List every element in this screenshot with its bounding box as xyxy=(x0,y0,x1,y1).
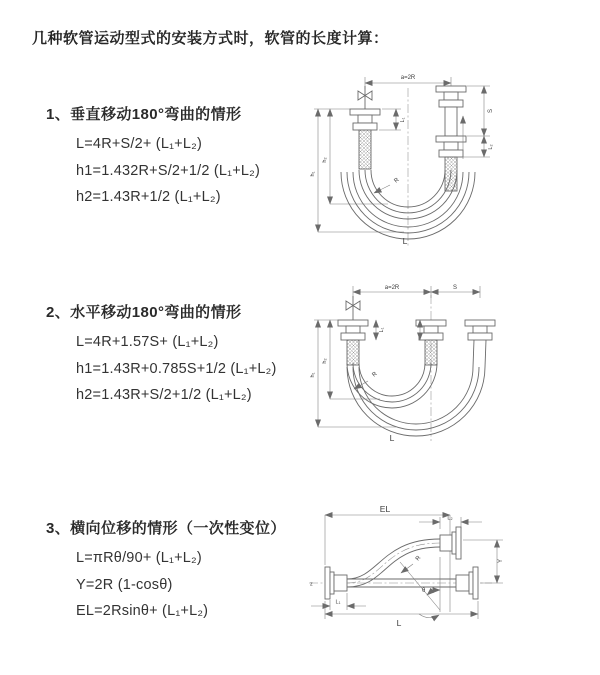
length-label: L xyxy=(389,433,395,443)
section-3-formulas xyxy=(46,538,286,625)
dim-label-y: Y xyxy=(498,558,504,564)
left-flange-fitting xyxy=(325,567,347,599)
radius-label: R xyxy=(414,555,423,563)
diagram-1-svg xyxy=(308,64,518,254)
section-1-formulas xyxy=(46,124,260,211)
dimension-s xyxy=(467,86,494,136)
section-2-formulas xyxy=(46,322,277,409)
dim-label-el: EL xyxy=(379,504,391,514)
diagram-2-svg xyxy=(308,279,508,451)
formula-line: h2=1.43R+S/2+1/2 (L₁+L₂) xyxy=(76,387,252,403)
section-horizontal-move xyxy=(46,301,277,409)
dimension-el xyxy=(325,504,453,612)
dimension-l2 xyxy=(419,516,482,530)
dimension-l1 xyxy=(311,593,366,610)
dim-label-a2r: a=2R xyxy=(384,285,400,291)
dim-label-l2: L₂ xyxy=(447,515,453,522)
page-title: 几种软管运动型式的安装方式时，软管的长度计算： xyxy=(32,30,389,47)
dimension-l1 xyxy=(379,109,406,130)
formula-line: L=4R+S/2+ (L₁+L₂) xyxy=(76,136,202,152)
diagram-vertical-move-180 xyxy=(308,64,518,259)
valve-icon xyxy=(346,296,360,320)
radius-label: R xyxy=(393,177,401,185)
hose-s-curve xyxy=(347,539,440,587)
formula-line: L=4R+1.57S+ (L₁+L₂) xyxy=(76,334,219,350)
dimension-l1 xyxy=(376,320,420,340)
diagram-3-svg xyxy=(297,502,567,640)
dim-label-a2r: a=2R xyxy=(400,75,416,81)
right-flange-fitting xyxy=(456,567,478,599)
section-1-heading: 1、垂直移动180°弯曲的情形 xyxy=(46,106,242,123)
radius-callout xyxy=(401,555,423,573)
dim-label-s: S xyxy=(488,108,494,114)
left-flange-fitting xyxy=(338,320,368,365)
formula-line: h1=1.432R+S/2+1/2 (L₁+L₂) xyxy=(76,162,261,179)
section-vertical-move xyxy=(46,103,260,211)
braided-hose-end xyxy=(347,340,359,365)
radius-callout xyxy=(374,177,401,193)
left-flange-fitting xyxy=(350,109,380,169)
formula-line: L=πRθ/90+ (L₁+L₂) xyxy=(76,550,202,566)
hose-curve xyxy=(347,340,486,436)
right-flange-fitting xyxy=(465,320,495,340)
middle-flange-fitting xyxy=(416,320,446,365)
formula-line: EL=2Rsinθ+ (L₁+L₂) xyxy=(76,603,209,619)
section-3-heading: 3、横向位移的情形（一次性变位） xyxy=(46,520,286,537)
formula-line: Y=2R (1-cosθ) xyxy=(76,576,173,593)
radius-label: R xyxy=(371,371,379,379)
braided-hose-end xyxy=(359,130,371,169)
section-lateral-displacement xyxy=(46,517,286,625)
dim-label-l2: L₂ xyxy=(488,144,494,150)
top-flange-fitting xyxy=(440,527,461,559)
dimension-l xyxy=(325,601,478,628)
dim-label-theta: θ xyxy=(422,588,426,594)
valve-icon xyxy=(358,86,372,109)
length-label: L xyxy=(396,618,402,628)
dim-label-h2: h₂ xyxy=(322,157,328,163)
formula-line: h2=1.43R+1/2 (L₁+L₂) xyxy=(76,189,221,205)
braided-hose-end xyxy=(425,340,437,365)
dim-label-h2: h₂ xyxy=(322,358,328,364)
dim-label-s: S xyxy=(452,285,458,291)
diagram-horizontal-move-180 xyxy=(308,279,508,456)
dim-label-l1: L₁ xyxy=(379,327,385,333)
radius-callout xyxy=(354,371,379,389)
diagram-lateral-displacement xyxy=(297,502,567,645)
axis-mark: z xyxy=(310,581,313,588)
section-2-heading: 2、水平移动180°弯曲的情形 xyxy=(46,304,242,321)
formula-line: h1=1.43R+0.785S+1/2 (L₁+L₂) xyxy=(76,360,277,377)
length-label: L xyxy=(402,236,408,246)
dimension-top-span xyxy=(353,285,480,298)
dim-label-h1: h₁ xyxy=(310,372,316,378)
dim-label-h1: h₁ xyxy=(310,171,316,177)
dim-label-l1: L₁ xyxy=(400,117,406,123)
dim-label-l1: L₁ xyxy=(335,599,341,606)
